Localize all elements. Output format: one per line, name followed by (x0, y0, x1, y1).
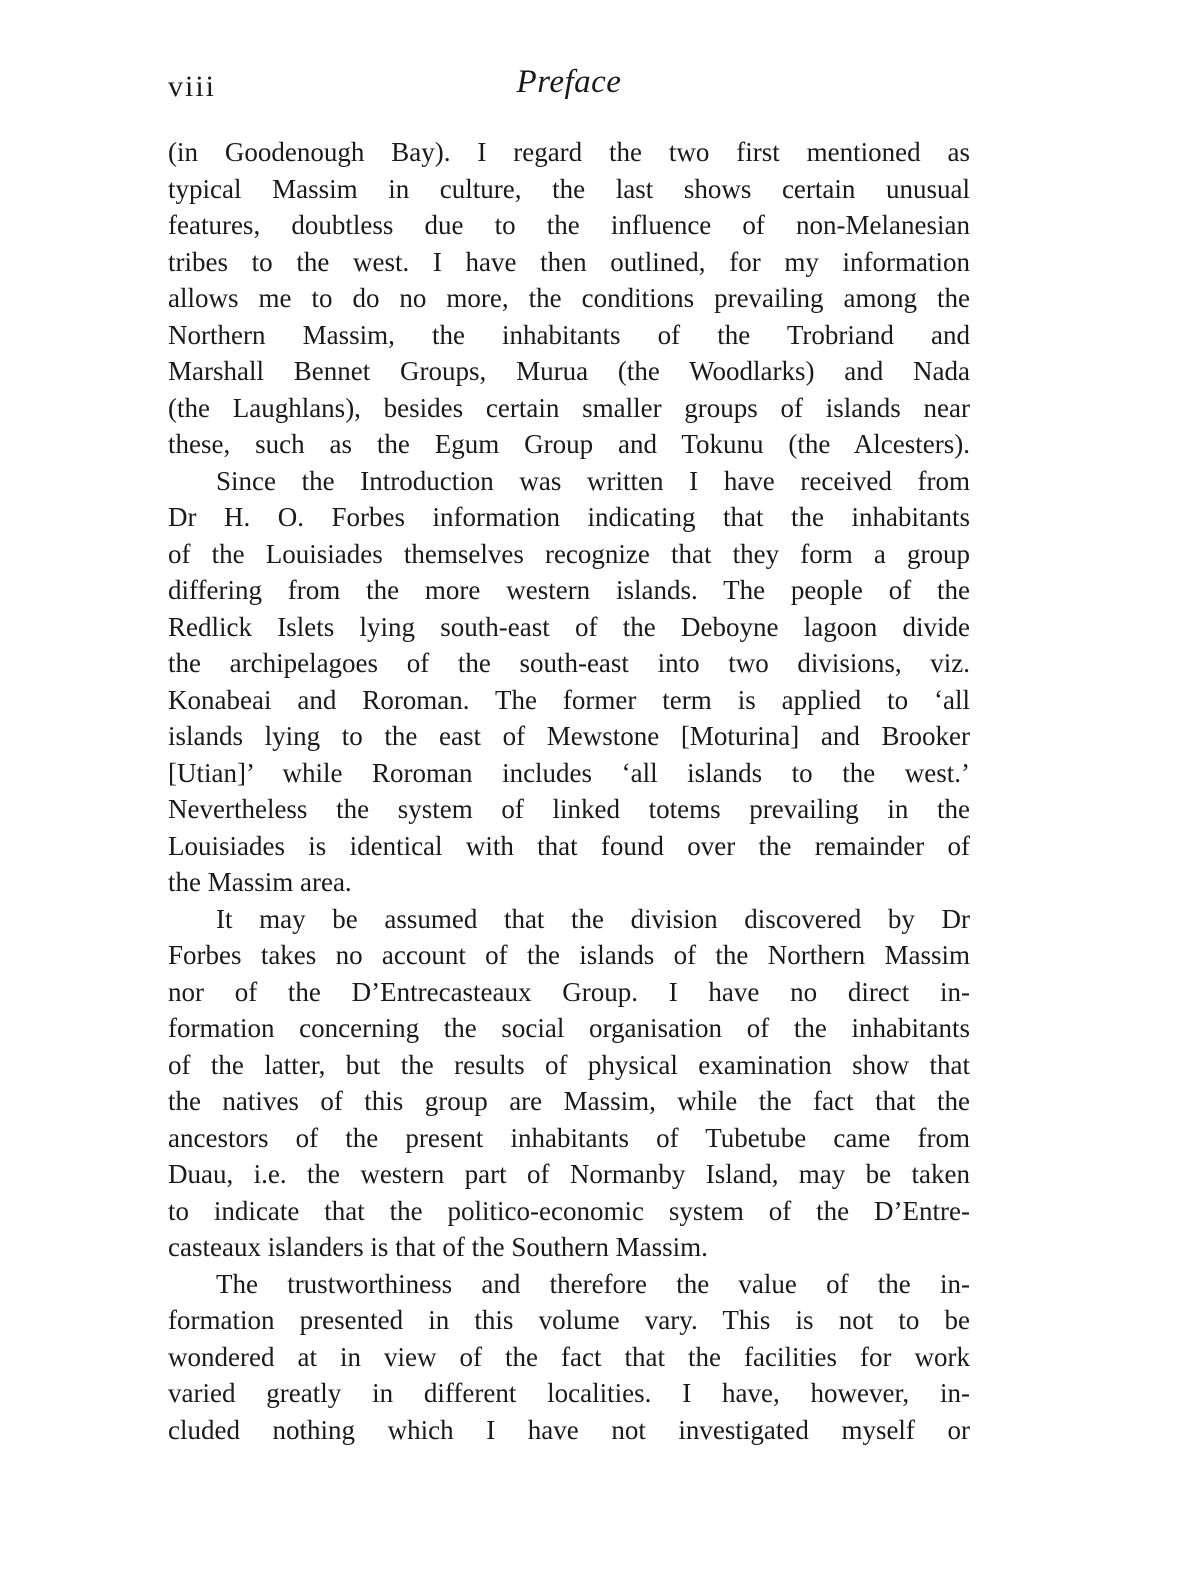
text-line: Northern Massim, the inhabitants of the Trobriand and (168, 319, 970, 350)
text-line: differing from the more western islands. The people of the (168, 575, 970, 605)
text-line: of the Louisiades themselves recognize that they form a group (168, 538, 970, 569)
running-title: Preface (516, 64, 622, 100)
text-line: Dr H. O. Forbes information indicating that the inhabitants (168, 502, 970, 532)
body-text (168, 134, 970, 1448)
paragraph-3 (168, 901, 970, 1266)
text-line: [Utian]’ while Roroman includes ‘all islands to the west.’ (168, 757, 970, 788)
text-line: the archipelagoes of the south-east into two divisions, viz. (168, 648, 970, 678)
text-line: Since the Introduction was written I have received from (216, 465, 970, 496)
text-line: wondered at in view of the fact that the facilities for work (168, 1341, 970, 1372)
text-line: formation concerning the social organisation of the inhabitants (168, 1013, 970, 1043)
text-line: cluded nothing which I have not investigated myself or (168, 1414, 970, 1445)
text-line: Nevertheless the system of linked totems prevailing in the (168, 794, 970, 824)
text-line: varied greatly in different localities. I have, however, in- (168, 1378, 970, 1408)
text-line: ancestors of the present inhabitants of Tubetube came from (168, 1122, 970, 1153)
text-line: Forbes takes no account of the islands of the Northern Massim (168, 940, 970, 970)
text-line: nor of the D’Entrecasteaux Group. I have no direct in- (168, 976, 970, 1007)
text-line: tribes to the west. I have then outlined, for my information (168, 246, 970, 277)
text-line: to indicate that the politico-economic system of the D’Entre- (168, 1195, 970, 1226)
text-line: (the Laughlans), besides certain smaller groups of islands near (168, 392, 970, 423)
text-line: the Massim area. (168, 867, 352, 897)
text-line: these, such as the Egum Group and Tokunu (the Alcesters). (168, 429, 970, 459)
text-line: features, doubtless due to the influence of non-Melanesian (168, 210, 970, 240)
text-line: typical Massim in culture, the last shows certain unusual (168, 173, 970, 204)
text-line: Redlick Islets lying south-east of the Deboyne lagoon divide (168, 611, 970, 642)
text-line: Louisiades is identical with that found over the remainder of (168, 830, 970, 861)
paragraph-2 (168, 463, 970, 901)
text-line: the natives of this group are Massim, while the fact that the (168, 1086, 970, 1116)
text-line: Konabeai and Roroman. The former term is applied to ‘all (168, 684, 970, 715)
text-line: Marshall Bennet Groups, Murua (the Woodlarks) and Nada (168, 356, 970, 386)
paragraph-4 (168, 1266, 970, 1449)
running-head (168, 64, 970, 114)
paragraph-1 (168, 134, 970, 463)
text-line: islands lying to the east of Mewstone [Moturina] and Brooker (168, 721, 970, 751)
text-line: The trustworthiness and therefore the value of the in- (216, 1268, 970, 1299)
text-line: It may be assumed that the division discovered by Dr (216, 903, 970, 934)
text-line: Duau, i.e. the western part of Normanby Island, may be taken (168, 1159, 970, 1189)
text-line: formation presented in this volume vary. This is not to be (168, 1305, 970, 1335)
page-number: viii (168, 70, 217, 103)
text-line: (in Goodenough Bay). I regard the two first mentioned as (168, 137, 970, 167)
text-line: casteaux islanders is that of the Southern Massim. (168, 1232, 708, 1262)
text-line: allows me to do no more, the conditions prevailing among the (168, 283, 970, 313)
text-line: of the latter, but the results of physical examination show that (168, 1049, 970, 1080)
